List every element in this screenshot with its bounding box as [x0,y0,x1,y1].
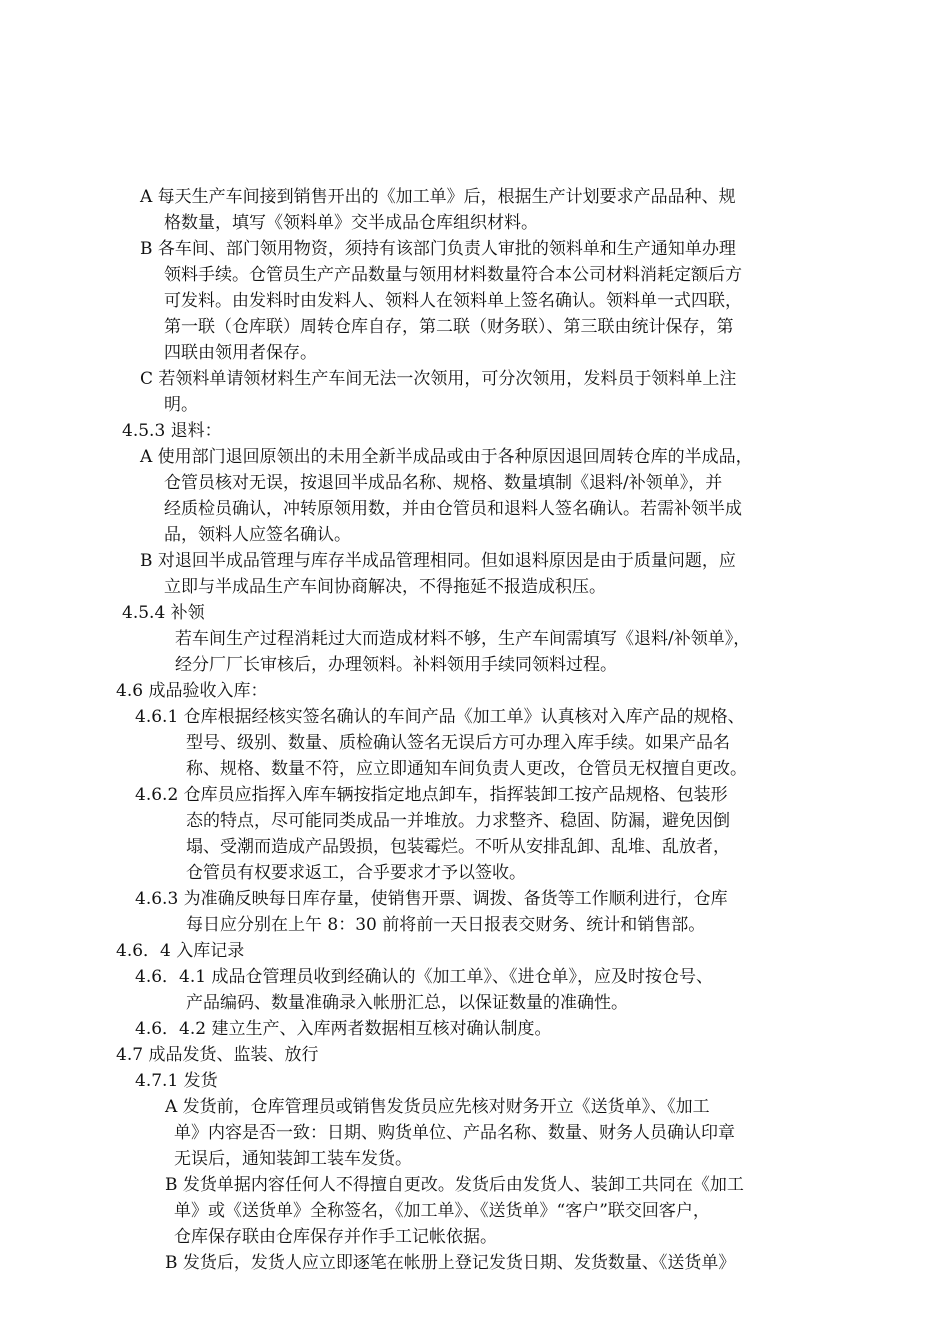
text-line: 仓管员核对无误，按退回半成品名称、规格、数量填制《退料/补领单》，并 [164,473,723,493]
section-heading: 4.5.4 补领 [122,603,205,623]
text-line: B 对退回半成品管理与库存半成品管理相同。但如退料原因是由于质量问题，应 [140,551,736,571]
text-line: 经分厂厂长审核后，办理领料。补料领用手续同领料过程。 [175,655,617,675]
text-line: C 若领料单请领材料生产车间无法一次领用，可分次领用，发料员于领料单上注 [140,369,737,389]
text-line: 4.6.2 仓库员应指挥入库车辆按指定地点卸车，指挥装卸工按产品规格、包装形 [135,785,728,805]
text-line: A 使用部门退回原领出的未用全新半成品或由于各种原因退回周转仓库的半成品， [140,447,753,467]
text-line: B 发货单据内容任何人不得擅自更改。发货后由发货人、装卸工共同在《加工 [165,1175,744,1195]
text-line: 型号、级别、数量、质检确认签名无误后方可办理入库手续。如果产品名 [186,733,730,753]
section-heading: 4.7 成品发货、监装、放行 [116,1045,319,1065]
text-line: 4.6.3 为准确反映每日库存量，使销售开票、调拨、备货等工作顺利进行，仓库 [135,889,728,909]
text-line: 明。 [164,395,198,415]
text-line: 4.6．4.2 建立生产、入库两者数据相互核对确认制度。 [135,1019,552,1039]
section-heading: 4.6．4 入库记录 [116,941,245,961]
text-line: 第一联（仓库联）周转仓库自存，第二联（财务联）、第三联由统计保存，第 [164,317,734,337]
text-line: 产品编码、数量准确录入帐册汇总，以保证数量的准确性。 [186,993,628,1013]
text-line: A 发货前，仓库管理员或销售发货员应先核对财务开立《送货单》、《加工 [165,1097,710,1117]
text-line: 塌、受潮而造成产品毁损，包装霉烂。不听从安排乱卸、乱堆、乱放者， [186,837,730,857]
text-line: 格数量，填写《领料单》交半成品仓库组织材料。 [164,213,538,233]
text-line: 仓库保存联由仓库保存并作手工记帐依据。 [174,1227,497,1247]
text-line: 领料手续。仓管员生产产品数量与领用材料数量符合本公司材料消耗定额后方 [164,265,742,285]
text-line: 品，领料人应签名确认。 [164,525,351,545]
section-heading: 4.7.1 发货 [135,1071,218,1091]
text-line: B 各车间、部门领用物资，须持有该部门负责人审批的领料单和生产通知单办理 [140,239,736,259]
text-line: 态的特点，尽可能同类成品一并堆放。力求整齐、稳固、防漏，避免因倒 [186,811,730,831]
text-line: 仓管员有权要求返工，合乎要求才予以签收。 [186,863,526,883]
text-line: 每日应分别在上午 8：30 前将前一天日报表交财务、统计和销售部。 [186,915,706,935]
text-line: B 发货后，发货人应立即逐笔在帐册上登记发货日期、发货数量、《送货单》 [165,1253,736,1273]
text-line: 4.6.1 仓库根据经核实签名确认的车间产品《加工单》认真核对入库产品的规格、 [135,707,745,727]
text-line: 若车间生产过程消耗过大而造成材料不够，生产车间需填写《退料/补领单》， [175,629,751,649]
text-line: 无误后，通知装卸工装车发货。 [174,1149,412,1169]
text-line: 经质检员确认，冲转原领用数，并由仓管员和退料人签名确认。若需补领半成 [164,499,742,519]
section-heading: 4.6 成品验收入库： [116,681,268,701]
text-line: 四联由领用者保存。 [164,343,317,363]
text-line: 立即与半成品生产车间协商解决，不得拖延不报造成积压。 [164,577,606,597]
text-line: 称、规格、数量不符，应立即通知车间负责人更改，仓管员无权擅自更改。 [186,759,747,779]
text-line: 单》内容是否一致：日期、购货单位、产品名称、数量、财务人员确认印章 [174,1123,735,1143]
text-line: 4.6．4.1 成品仓管理员收到经确认的《加工单》、《进仓单》，应及时按仓号、 [135,967,713,987]
text-line: A 每天生产车间接到销售开出的《加工单》后，根据生产计划要求产品品种、规 [140,187,736,207]
text-line: 可发料。由发料时由发料人、领料人在领料单上签名确认。领料单一式四联， [164,291,742,311]
section-heading: 4.5.3 退料： [122,421,222,441]
text-line: 单》或《送货单》全称签名，《加工单》、《送货单》“客户”联交回客户， [174,1201,710,1221]
